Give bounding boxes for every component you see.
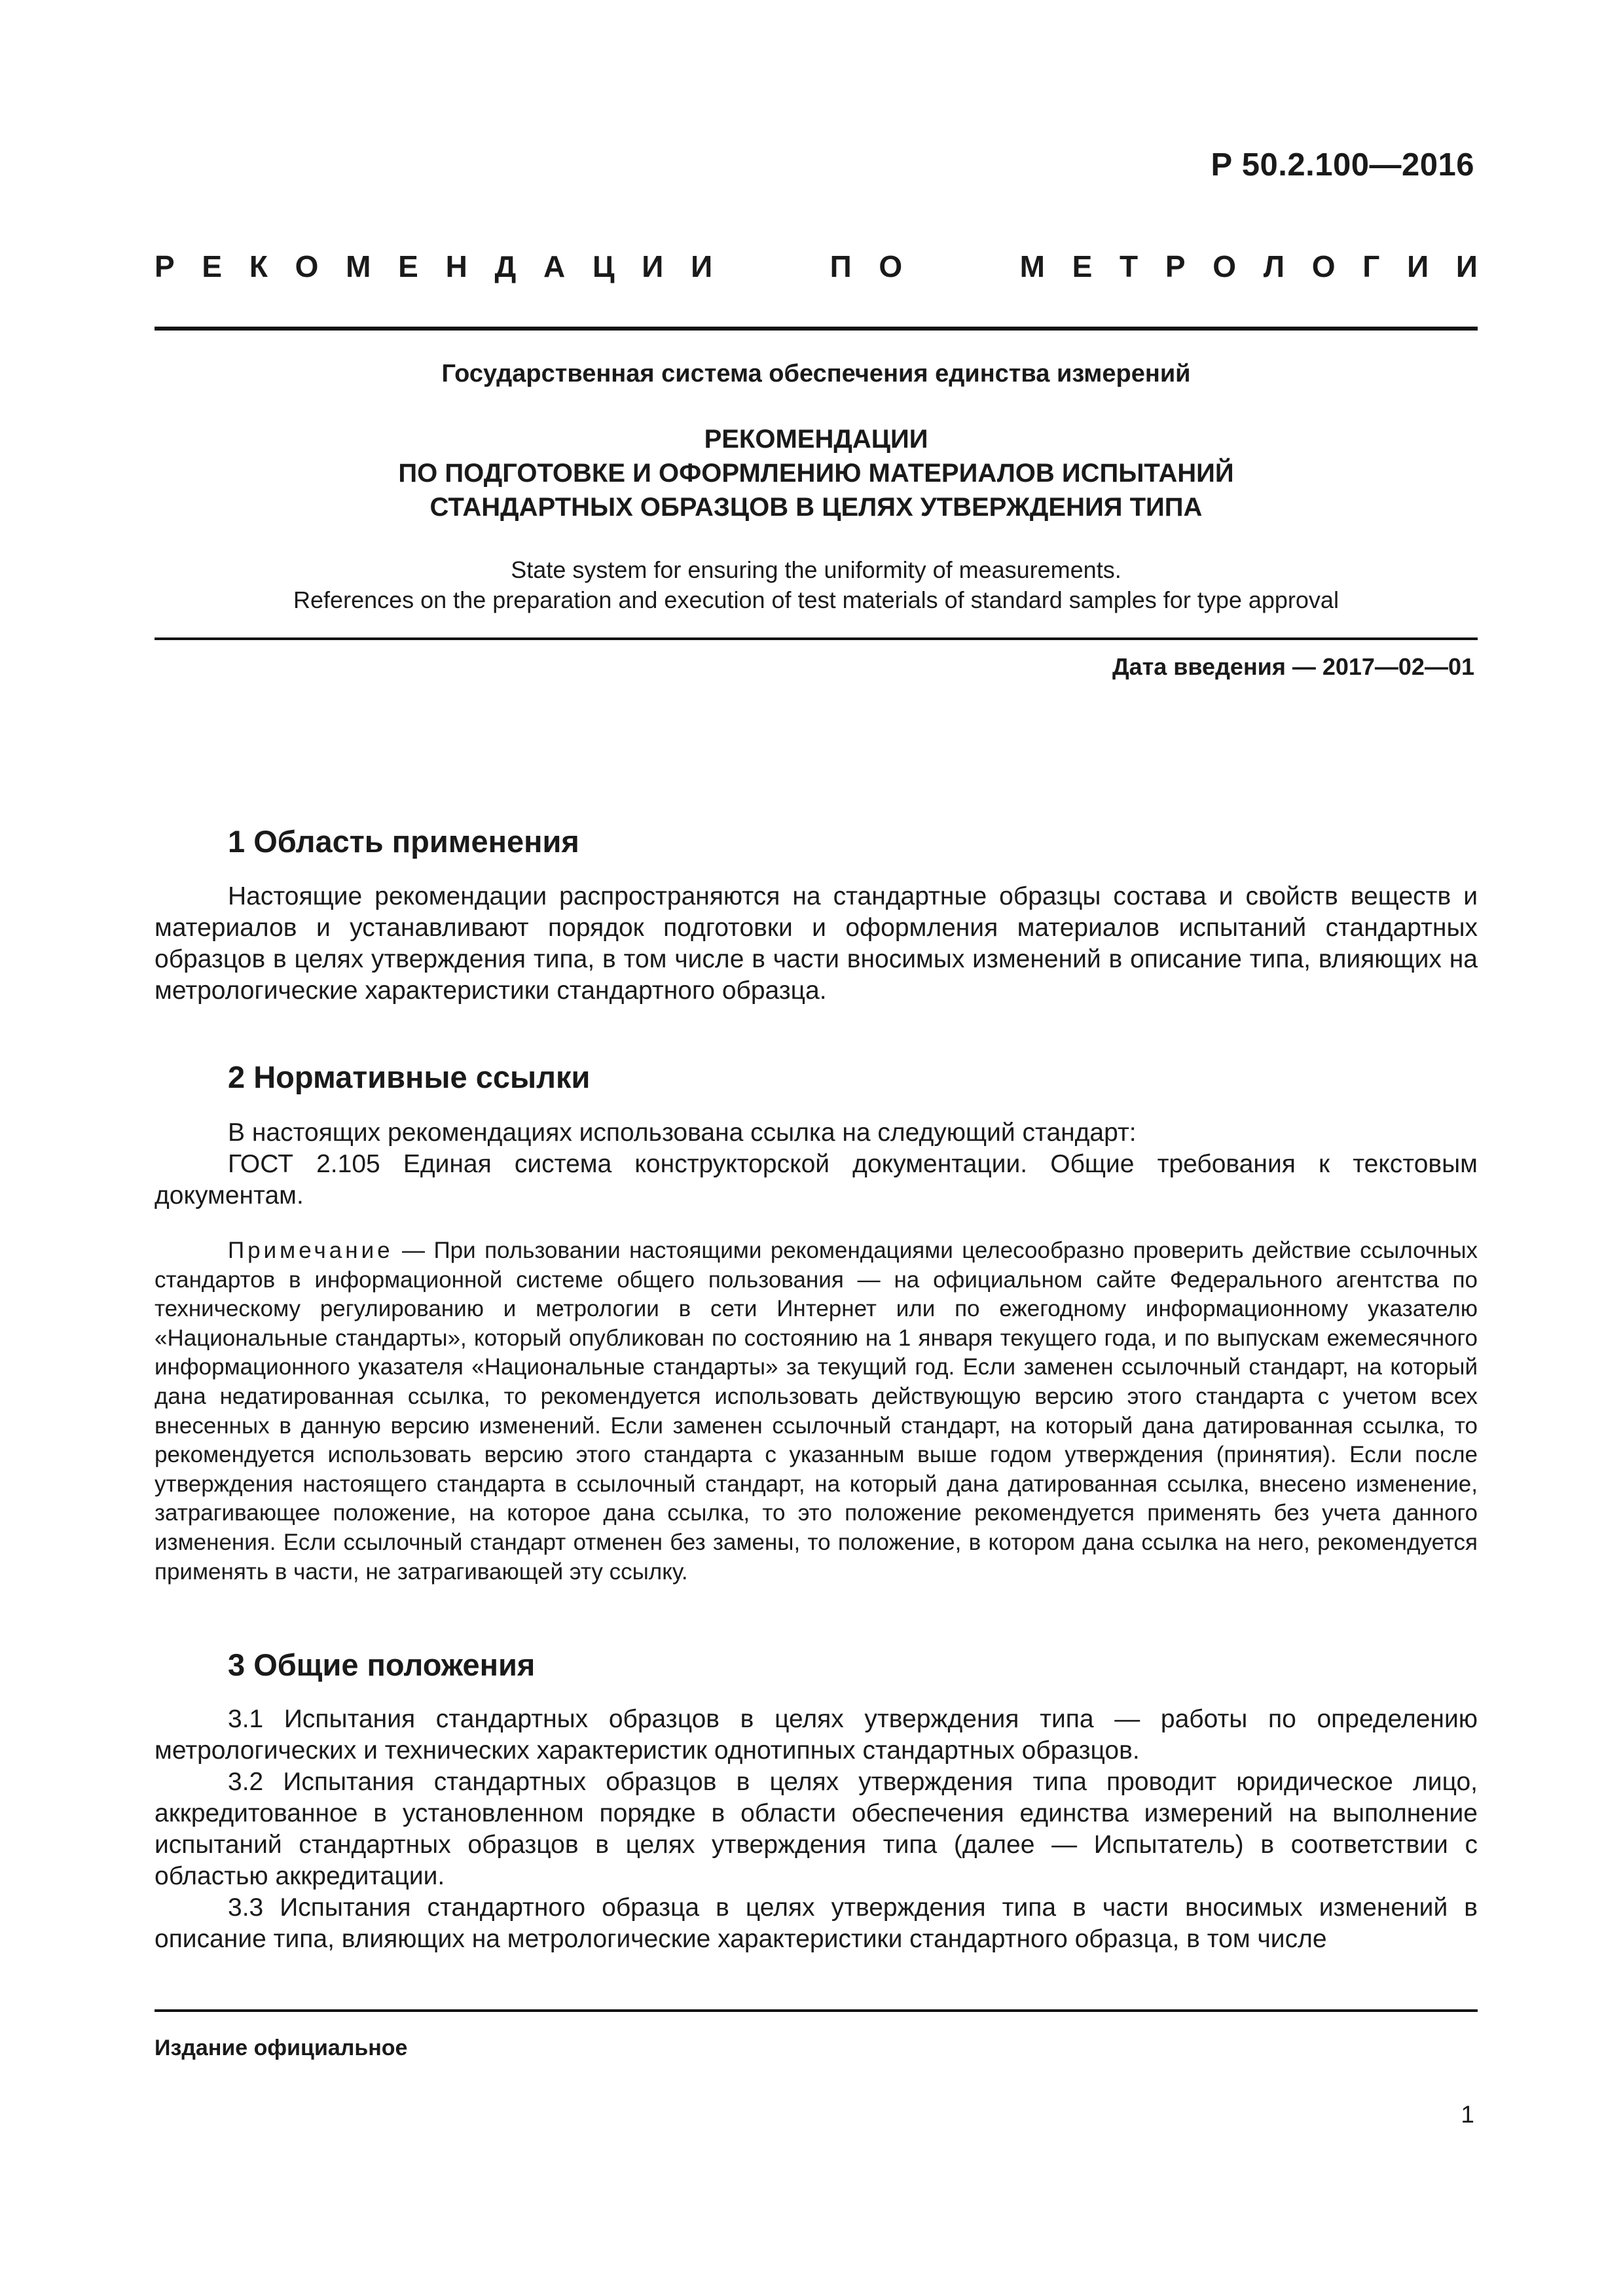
paragraph: ГОСТ 2.105 Единая система конструкторской документации. Общие требования к текстовым документам. bbox=[155, 1150, 1478, 1210]
note-text: — При пользовании настоящими рекомендациями целесообразно проверить действие ссылочных стандартов в информационной системе общего пользования — на официальном сайте Федерального агентства по техническому регулированию и метрологии в сети Интернет или по ежегодному информационному указателю «Национальные стандарты», который опубликован по состоянию на 1 января текущего года, и по выпускам ежемесячного информационного указателя «Национальные стандарты» за текущий год. Если заменен ссылочный стандарт, на который дана недатированная ссылка, то рекомендуется использовать действующую версию этого стандарта с учетом всех внесенных в данную версию изменений. Если заменен ссылочный стандарт, на который дана датированная ссылка, то рекомендуется использовать версию этого стандарта с указанным выше годом утверждения (принятия). Если после утверждения настоящего стандарта в ссылочный стандарт, на который дана датированная ссылка, внесено изменение, затрагивающее положение, на которое дана ссылка, то это положение рекомендуется применять без учета данного изменения. Если ссылочный стандарт отменен без замены, то положение, в котором дана ссылка на него, рекомендуется применять в части, не затрагивающей эту ссылку. bbox=[155, 1238, 1478, 1585]
series-letter: О bbox=[295, 249, 319, 283]
paragraph: 3.2 Испытания стандартных образцов в целях утверждения типа проводит юридическое лицо, аккредитованное в установленном порядке в области обеспечения единства измерений на выполнение испытаний стандартных образцов в целях утверждения типа (далее — Испытатель) в соответствии с областью аккредитации. bbox=[155, 1768, 1478, 1890]
title-line: ПО ПОДГОТОВКЕ И ОФОРМЛЕНИЮ МАТЕРИАЛОВ ИСПЫТАНИЙ bbox=[398, 459, 1234, 488]
series-letter: Е bbox=[398, 249, 418, 283]
note-label: Примечание bbox=[228, 1238, 393, 1263]
paragraph: В настоящих рекомендациях использована ссылка на следующий стандарт: bbox=[228, 1119, 1137, 1147]
series-letter: Д bbox=[494, 249, 517, 283]
english-title-line: References on the preparation and execution of test materials of standard samples for type approval bbox=[293, 586, 1339, 613]
series-letter: Ц bbox=[592, 249, 615, 283]
series-letter: Г bbox=[1362, 249, 1380, 283]
series-letter: Е bbox=[1072, 249, 1093, 283]
series-letter: О bbox=[1213, 249, 1237, 283]
series-letter: К bbox=[249, 249, 268, 283]
introduction-date: Дата введения — 2017—02—01 bbox=[1112, 653, 1474, 680]
section-1-body bbox=[155, 881, 1478, 1007]
publication-label: Издание официальное bbox=[155, 2036, 408, 2060]
section-1-heading: 1 Область применения bbox=[228, 824, 579, 859]
title-divider bbox=[155, 637, 1478, 640]
series-letter: М bbox=[1019, 249, 1045, 283]
section-2-heading: 2 Нормативные ссылки bbox=[228, 1060, 591, 1094]
series-letter: П bbox=[830, 249, 852, 283]
section-2-body bbox=[155, 1117, 1478, 1211]
title-line: СТАНДАРТНЫХ ОБРАЗЦОВ В ЦЕЛЯХ УТВЕРЖДЕНИЯ ТИПА bbox=[429, 493, 1203, 522]
series-letter: Р bbox=[1165, 249, 1186, 283]
page-number: 1 bbox=[1461, 2101, 1474, 2128]
series-letter: Н bbox=[445, 249, 467, 283]
series-title bbox=[155, 249, 1478, 284]
section-3-body bbox=[155, 1704, 1478, 1955]
series-letter: О bbox=[879, 249, 903, 283]
english-title-line: State system for ensuring the uniformity of measurements. bbox=[511, 556, 1122, 583]
series-word-gap bbox=[930, 249, 993, 284]
series-letter: М bbox=[346, 249, 371, 283]
series-letter: Т bbox=[1120, 249, 1139, 283]
paragraph: 3.3 Испытания стандартного образца в целях утверждения типа в части вносимых изменений в описание типа, влияющих на метрологические характеристики стандартного образца, в том числе bbox=[155, 1893, 1478, 1953]
series-letter: И bbox=[642, 249, 664, 283]
title-line: РЕКОМЕНДАЦИИ bbox=[704, 425, 928, 454]
series-letter: О bbox=[1311, 249, 1336, 283]
series-word-gap bbox=[740, 249, 803, 284]
series-letter: Л bbox=[1263, 249, 1285, 283]
note-block bbox=[155, 1236, 1478, 1587]
document-title bbox=[155, 422, 1478, 524]
series-letter: А bbox=[543, 249, 566, 283]
paragraph: Настоящие рекомендации распространяются на стандартные образцы состава и свойств веществ и материалов и устанавливают порядок подготовки и оформления материалов испытаний стандартных образцов в целях утверждения типа, в том числе в части вносимых изменений в описание типа, влияющих на метрологические характеристики стандартного образца. bbox=[155, 882, 1478, 1005]
footer-divider bbox=[155, 2009, 1478, 2012]
series-letter: И bbox=[1455, 249, 1478, 283]
paragraph: 3.1 Испытания стандартных образцов в целях утверждения типа — работы по определению метрологических и технических характеристик однотипных стандартных образцов. bbox=[155, 1705, 1478, 1765]
series-letter: Е bbox=[202, 249, 223, 283]
document-code: Р 50.2.100—2016 bbox=[1211, 147, 1474, 183]
series-letter: И bbox=[691, 249, 713, 283]
header-divider bbox=[155, 327, 1478, 331]
series-letter: И bbox=[1407, 249, 1429, 283]
series-letter: Р bbox=[155, 249, 175, 283]
section-3-heading: 3 Общие положения bbox=[228, 1647, 536, 1682]
gsi-subtitle: Государственная система обеспечения единства измерений bbox=[441, 360, 1191, 387]
english-title bbox=[155, 555, 1478, 615]
